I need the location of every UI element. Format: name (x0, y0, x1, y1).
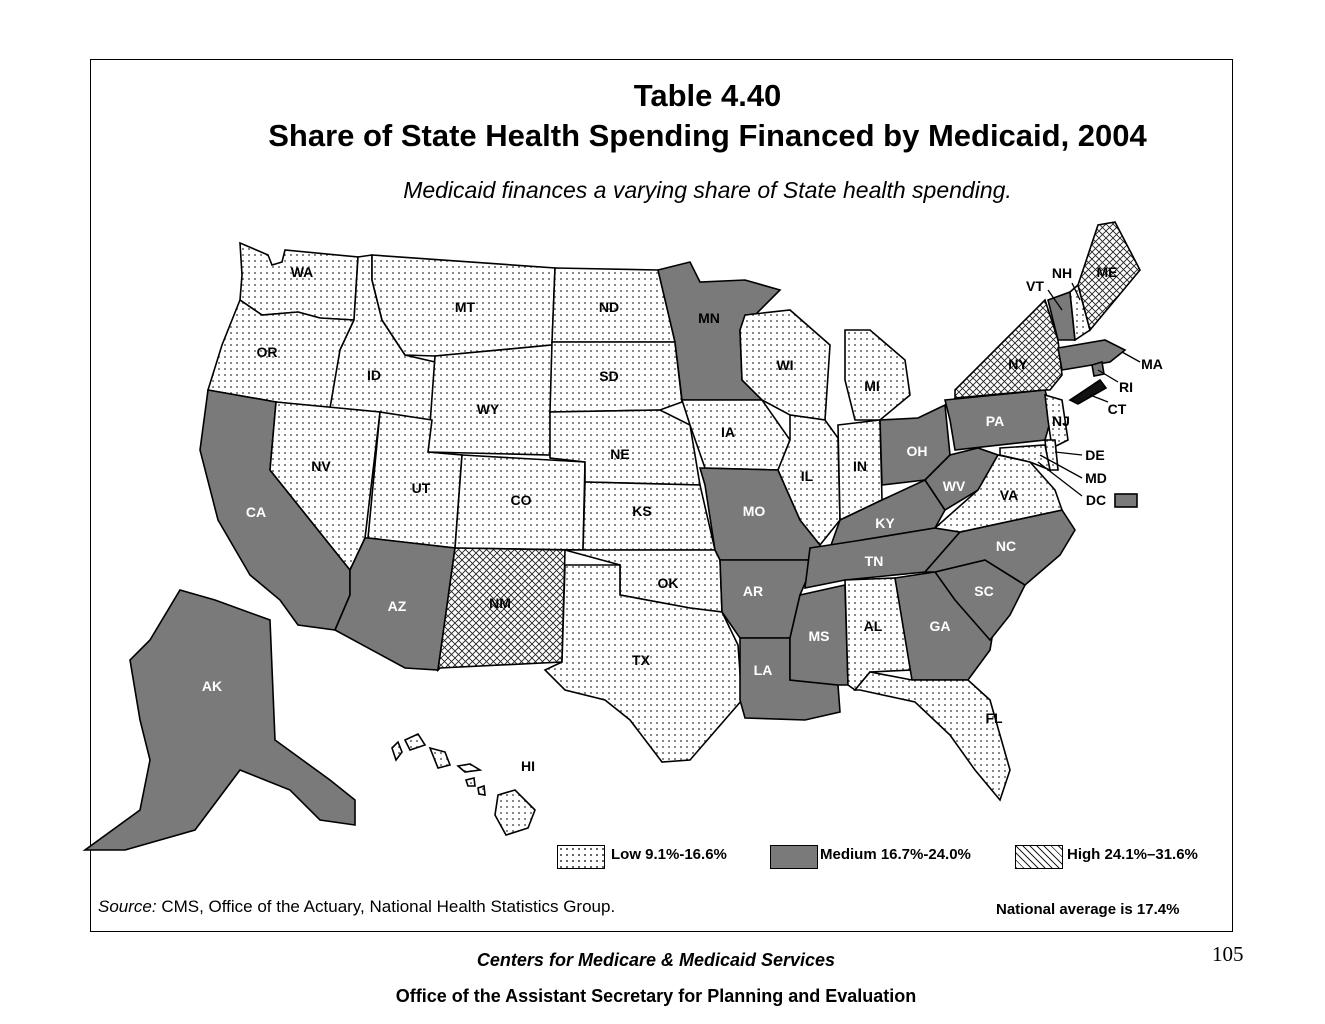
label-NC: NC (995, 538, 1017, 554)
label-WI: WI (776, 357, 794, 373)
label-NY: NY (1008, 356, 1028, 372)
label-FL: FL (985, 710, 1003, 726)
label-NV: NV (311, 458, 331, 474)
label-ND: ND (598, 299, 620, 315)
label-ID: ID (367, 367, 381, 383)
map-subtitle: Medicaid finances a varying share of State health spending. (403, 177, 1012, 203)
state-AK (85, 590, 355, 850)
label-NH: NH (1051, 265, 1073, 281)
page-number: 105 (1212, 942, 1244, 966)
label-CA: CA (245, 504, 267, 520)
label-AL: AL (863, 618, 883, 634)
label-MA: MA (1141, 356, 1163, 372)
state-RI (1092, 362, 1104, 376)
table-number: Table 4.40 (633, 78, 782, 113)
label-PA: PA (985, 413, 1005, 429)
label-CT: CT (1107, 401, 1127, 417)
state-WA (240, 243, 358, 320)
state-MI (845, 330, 910, 420)
label-OK: OK (657, 575, 679, 591)
legend-swatch-medium (770, 845, 818, 869)
source-text: CMS, Office of the Actuary, National Health Statistics Group. (156, 897, 616, 916)
map-title: Share of State Health Spending Financed by Medicaid, 2004 (268, 118, 1147, 153)
state-DC (1115, 494, 1137, 507)
label-MN: MN (698, 310, 720, 326)
source-label: Source: (98, 897, 157, 916)
label-NE: NE (610, 446, 630, 462)
state-CT (1070, 380, 1106, 404)
label-IL: IL (800, 468, 814, 484)
label-AK: AK (201, 678, 223, 694)
label-ME: ME (1096, 264, 1118, 280)
national-average: National average is 17.4% (996, 901, 1180, 918)
label-MT: MT (454, 299, 476, 315)
footer-cms: Centers for Medicare & Medicaid Services (476, 950, 836, 970)
label-DE: DE (1085, 447, 1105, 463)
label-NJ: NJ (1052, 413, 1070, 429)
label-NM: NM (489, 595, 511, 611)
label-WY: WY (476, 401, 500, 417)
state-WY (428, 345, 552, 455)
label-WA: WA (290, 264, 314, 280)
label-VA: VA (999, 487, 1019, 503)
state-HI (392, 734, 535, 835)
label-MD: MD (1085, 470, 1107, 486)
label-KS: KS (632, 503, 652, 519)
label-RI: RI (1119, 379, 1133, 395)
state-IA (682, 400, 790, 470)
label-OH: OH (906, 443, 928, 459)
label-IA: IA (721, 424, 735, 440)
label-AR: AR (742, 583, 764, 599)
label-CO: CO (510, 492, 532, 508)
label-SC: SC (974, 583, 994, 599)
label-VT: VT (1026, 278, 1044, 294)
label-MI: MI (864, 378, 880, 394)
state-NY (955, 300, 1062, 398)
label-GA: GA (929, 618, 951, 634)
label-TN: TN (864, 553, 884, 569)
legend-label-medium: Medium 16.7%-24.0% (820, 846, 971, 863)
label-KY: KY (875, 515, 895, 531)
state-FL (855, 672, 1010, 800)
label-UT: UT (411, 480, 431, 496)
label-IN: IN (853, 458, 867, 474)
label-DC: DC (1085, 492, 1107, 508)
label-WV: WV (942, 478, 966, 494)
source-note (98, 897, 615, 917)
label-SD: SD (599, 368, 619, 384)
label-LA: LA (753, 662, 773, 678)
legend-label-low: Low 9.1%-16.6% (611, 846, 727, 863)
label-MS: MS (808, 628, 830, 644)
legend-label-high: High 24.1%–31.6% (1067, 846, 1198, 863)
label-TX: TX (632, 652, 650, 668)
label-OR: OR (256, 344, 278, 360)
label-MO: MO (742, 503, 766, 519)
footer-aspe: Office of the Assistant Secretary for Planning and Evaluation (395, 986, 917, 1006)
legend-swatch-high (1015, 845, 1063, 869)
label-HI: HI (521, 758, 535, 774)
legend-swatch-low (557, 845, 605, 869)
label-AZ: AZ (387, 598, 407, 614)
